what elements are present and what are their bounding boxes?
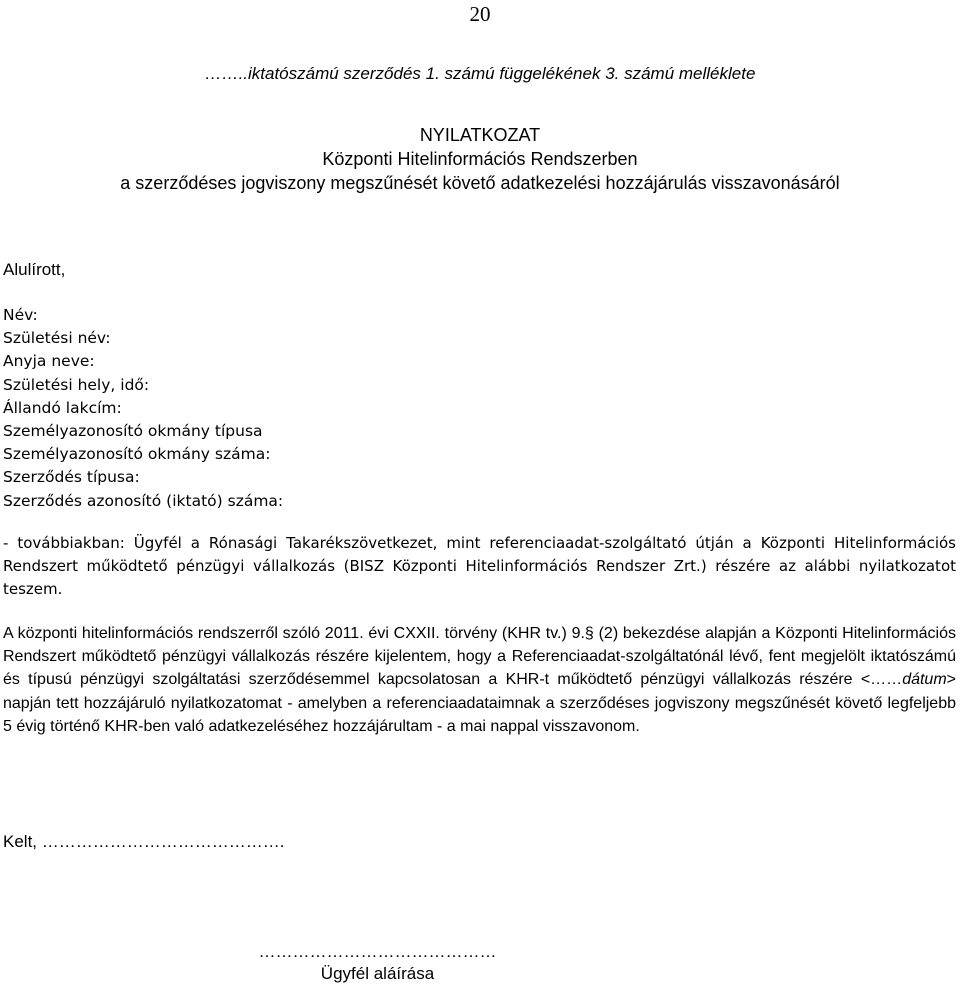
statement-part-2: (2) bekezdése alapján a Központi Hitelinformációs Rendszert működtető pénzügyi vállalkozás részére kijelentem, hogy a Referenciaadat-szolgáltatónál lévő, fent megjelölt iktatószámú és típusú pénzügyi szolgáltatási szerződésemmel kapcsolatosan a KHR-t működtető pénzügyi vállalkozás részére <……: [3, 625, 956, 689]
intro-text: Alulírott,: [3, 260, 66, 279]
field-permanent-address: Állandó lakcím:: [3, 398, 122, 417]
revocation-statement-paragraph: [3, 622, 956, 738]
place-date-line: Kelt, …………………………………….: [3, 832, 285, 851]
heading-title: NYILATKOZAT: [419, 125, 541, 145]
document-heading: [0, 123, 960, 195]
heading-description: a szerződéses jogviszony megszűnését követő adatkezelési hozzájárulás visszavonásáról: [120, 173, 840, 193]
field-name: Név:: [3, 306, 38, 324]
signature-block: [200, 941, 555, 985]
signature-line: ……………………………………: [258, 942, 497, 961]
date-placeholder: dátum: [902, 671, 947, 689]
client-identification-paragraph: - továbbiakban: Ügyfél a Rónasági Takarékszövetkezet, mint referenciaadat-szolgáltató útján a Központi Hitelinformációs Rendszert működtető pénzügyi vállalkozás (BISZ Központi Hitelinformációs Rendszer Zrt.) részére az alábbi nyilatkozatot teszem.: [3, 534, 956, 599]
field-birth-name: Születési név:: [3, 329, 111, 348]
field-birth-place-date: Születési hely, idő:: [3, 375, 150, 394]
page-number: 20: [469, 2, 491, 26]
heading-subtitle: Központi Hitelinformációs Rendszerben: [322, 149, 638, 169]
field-contract-type: Szerződés típusa:: [3, 468, 140, 487]
signature-label: Ügyfél aláírása: [320, 964, 435, 983]
field-contract-id: Szerződés azonosító (iktató) száma:: [3, 491, 284, 510]
field-id-document-type: Személyazonosító okmány típusa: [3, 422, 263, 441]
field-mother-name: Anyja neve:: [3, 352, 95, 371]
statement-part-1: A központi hitelinformációs rendszerről szóló 2011. évi CXXII. törvény (KHR tv.) 9.: [3, 625, 585, 642]
personal-data-fields: [3, 304, 283, 513]
annex-reference-line: ……..iktatószámú szerződés 1. számú függelékének 3. számú melléklete: [204, 64, 756, 83]
statement-part-3: > napján tett hozzájáruló nyilatkozatomat - amelyben a referenciaadataimnak a szerződéses jogviszony megszűnését követő legfeljebb 5 évig történő KHR-ben való adatkezeléséhez hozzájárultam - a mai nappal visszavonom.: [3, 671, 956, 735]
field-id-document-number: Személyazonosító okmány száma:: [3, 445, 271, 464]
section-sign: §: [584, 625, 594, 642]
